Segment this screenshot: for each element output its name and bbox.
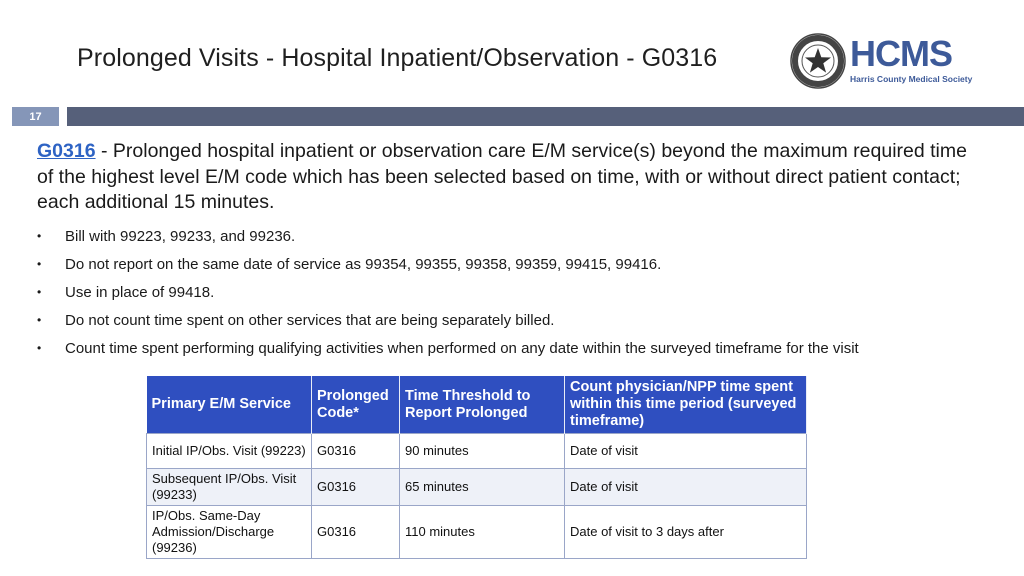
table-cell: Date of visit to 3 days after <box>565 506 807 559</box>
list-item <box>37 250 1007 278</box>
hcms-logo <box>850 33 973 84</box>
list-item-text: Do not report on the same date of service as 99354, 99355, 99358, 99359, 99415, 99416. <box>65 255 662 273</box>
code-description <box>37 139 987 216</box>
medical-society-seal-icon <box>790 33 846 89</box>
table-cell: 110 minutes <box>400 506 565 559</box>
list-item-text: Do not count time spent on other services that are being separately billed. <box>65 311 555 329</box>
table-cell: 65 minutes <box>400 469 565 506</box>
list-item <box>37 278 1007 306</box>
table-header: Time Threshold to Report Prolonged <box>400 376 565 434</box>
table-cell: Initial IP/Obs. Visit (99223) <box>147 434 312 469</box>
bullet-icon: • <box>37 229 42 243</box>
list-item-text: Count time spent performing qualifying activities when performed on any date within the surveyed timeframe for the visit <box>65 339 859 357</box>
bullet-icon: • <box>37 285 42 299</box>
table-cell: G0316 <box>312 506 400 559</box>
logo-brand: HCMS <box>850 33 952 74</box>
slide-number: 17 <box>12 107 59 126</box>
table-header: Prolonged Code* <box>312 376 400 434</box>
table-cell: 90 minutes <box>400 434 565 469</box>
table-cell: Date of visit <box>565 434 807 469</box>
logo-subtitle: Harris County Medical Society <box>850 74 973 84</box>
bullet-icon: • <box>37 341 42 355</box>
slide-title: Prolonged Visits - Hospital Inpatient/Observation - G0316 <box>77 44 718 72</box>
table-header: Count physician/NPP time spent within this time period (surveyed timeframe) <box>565 376 807 434</box>
table-row <box>147 506 807 559</box>
table-cell: IP/Obs. Same-Day Admission/Discharge (99236) <box>147 506 312 559</box>
list-item-text: Use in place of 99418. <box>65 283 215 301</box>
table-cell: G0316 <box>312 469 400 506</box>
prolonged-code-table <box>146 376 807 559</box>
table-cell: G0316 <box>312 434 400 469</box>
bullet-icon: • <box>37 313 42 327</box>
table-cell: Date of visit <box>565 469 807 506</box>
table-row <box>147 469 807 506</box>
table-cell: Subsequent IP/Obs. Visit (99233) <box>147 469 312 506</box>
table-header: Primary E/M Service <box>147 376 312 434</box>
g0316-link[interactable]: G0316 <box>37 140 96 162</box>
list-item <box>37 222 1007 250</box>
code-description-text: - Prolonged hospital inpatient or observation care E/M service(s) beyond the maximum required time of the highest level E/M code which has been selected based on time, with or without direct patient contact; each additional 15 minutes. <box>37 140 967 213</box>
table-row <box>147 434 807 469</box>
bullet-icon: • <box>37 257 42 271</box>
billing-rules-list <box>37 222 1007 362</box>
list-item-text: Bill with 99223, 99233, and 99236. <box>65 227 296 245</box>
list-item <box>37 334 1007 362</box>
header-divider-bar <box>67 107 1024 126</box>
list-item <box>37 306 1007 334</box>
